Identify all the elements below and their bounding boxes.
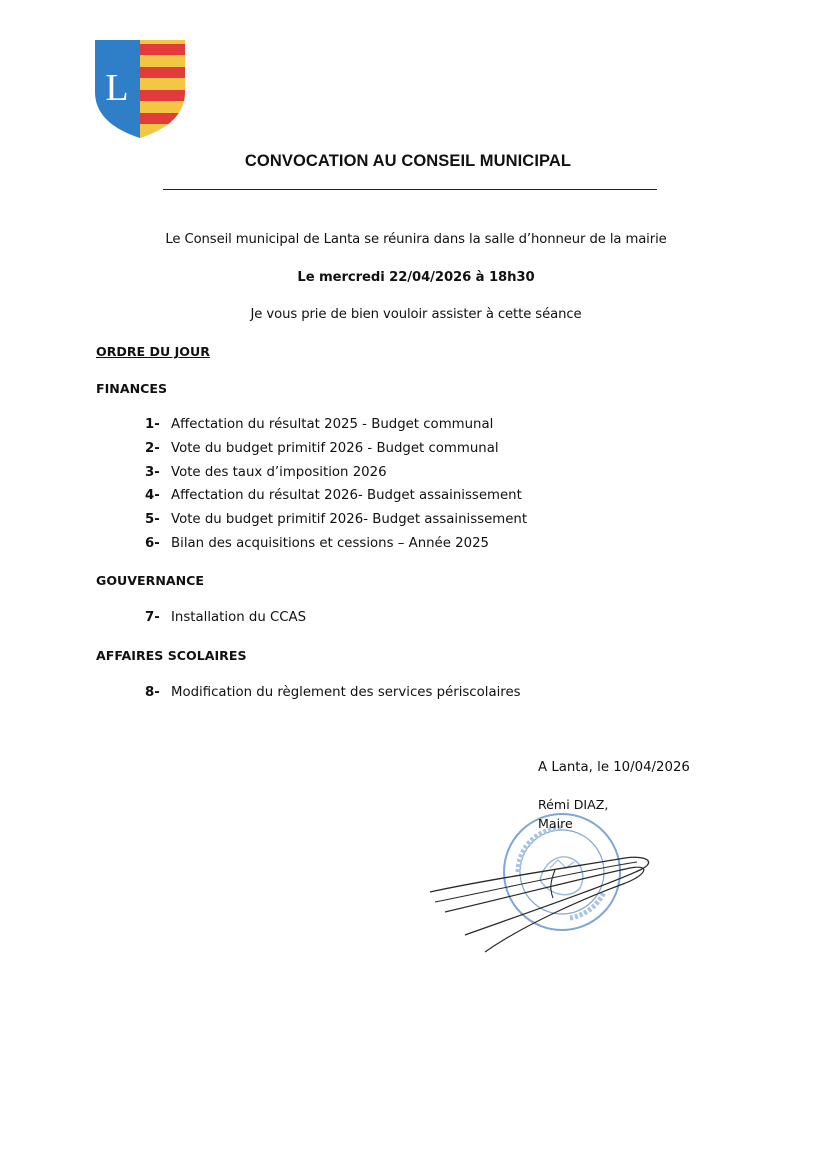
signatory-role: Maire [538,816,573,831]
agenda-item [145,512,527,527]
agenda-item-text: Vote des taux d’imposition 2026 [171,465,387,480]
agenda-item [145,417,493,432]
agenda-item [145,685,521,700]
agenda-heading: ORDRE DU JOUR [96,344,210,359]
handwritten-signature [425,840,665,960]
agenda-item [145,536,489,551]
page-title: CONVOCATION AU CONSEIL MUNICIPAL [244,152,572,170]
agenda-item-number: 4- [145,488,160,503]
section-title-affaires-scolaires: AFFAIRES SCOLAIRES [96,648,247,663]
crest-letter: L [105,67,129,109]
section-title-finances: FINANCES [96,381,168,396]
agenda-item-number: 7- [145,610,160,625]
agenda-item [145,488,522,503]
agenda-item-number: 2- [145,441,160,456]
agenda-item-text: Modification du règlement des services périscolaires [171,685,521,700]
agenda-item-number: 5- [145,512,160,527]
agenda-item-number: 1- [145,417,160,432]
intro-line: Le Conseil municipal de Lanta se réunira dans la salle d’honneur de la mairie [165,232,667,247]
agenda-item-text: Vote du budget primitif 2026- Budget assainissement [171,512,528,527]
signatory-name: Rémi DIAZ, [538,797,609,812]
agenda-item-text: Affectation du résultat 2026- Budget assainissement [171,488,522,503]
agenda-item [145,610,306,625]
place-and-date: A Lanta, le 10/04/2026 [538,760,690,775]
agenda-item-text: Affectation du résultat 2025 - Budget communal [171,417,494,432]
agenda-item [145,441,499,456]
agenda-item-number: 6- [145,536,160,551]
agenda-item [145,465,387,480]
section-title-gouvernance: GOUVERNANCE [96,573,204,588]
meeting-date: Le mercredi 22/04/2026 à 18h30 [297,270,535,285]
agenda-item-number: 3- [145,465,160,480]
lanta-crest-logo [95,40,185,138]
attendance-request: Je vous prie de bien vouloir assister à cette séance [250,307,582,322]
agenda-item-text: Bilan des acquisitions et cessions – Année 2025 [171,536,489,551]
title-divider [163,189,657,190]
agenda-item-text: Vote du budget primitif 2026 - Budget communal [171,441,499,456]
agenda-item-text: Installation du CCAS [171,610,307,625]
agenda-item-number: 8- [145,685,160,700]
